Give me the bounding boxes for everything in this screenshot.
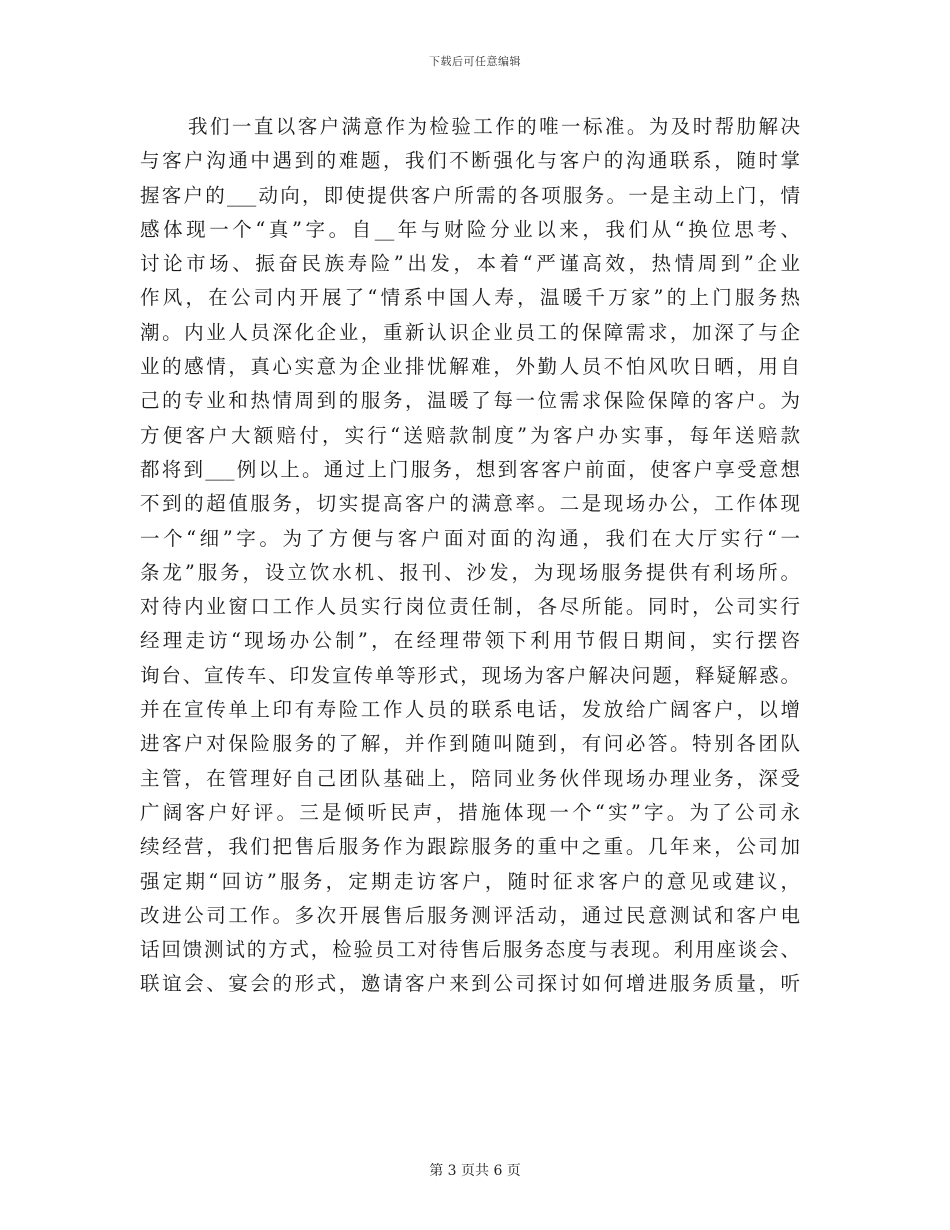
paragraph-line: 己的专业和热情周到的服务，温暖了每一位需求保险保障的客户。为 [140, 389, 800, 413]
paragraph-line: 并在宣传单上印有寿险工作人员的联系电话，发放给广阔客户，以增 [140, 698, 800, 722]
paragraph-line: 进客户对保险服务的了解，并作到随叫随到，有问必答。特别各团队 [140, 732, 800, 756]
paragraph-line: 广阔客户好评。三是倾听民声，措施体现一个“实”字。为了公司永 [140, 800, 800, 824]
paragraph-line: 续经营，我们把售后服务作为跟踪服务的重中之重。几年来，公司加 [140, 835, 800, 859]
paragraph-line: 联谊会、宴会的形式，邀请客户来到公司探讨如何增进服务质量，听 [140, 972, 800, 996]
page-number: 第 3 页共 6 页 [429, 1163, 521, 1179]
paragraph-line: 感体现一个“真”字。自__年与财险分业以来，我们从“换位思考、 [140, 217, 800, 241]
paragraph-line: 主管，在管理好自己团队基础上，陪同业务伙伴现场办理业务，深受 [140, 766, 800, 790]
paragraph-line: 强定期“回访”服务，定期走访客户，随时征求客户的意见或建议， [140, 869, 800, 893]
paragraph-line: 作风，在公司内开展了“情系中国人寿，温暖千万家”的上门服务热 [140, 286, 800, 310]
paragraph-line: 一个“细”字。为了方便与客户面对面的沟通，我们在大厅实行“一 [140, 526, 800, 550]
paragraph-line: 业的感情，真心实意为企业排忧解难，外勤人员不怕风吹日晒，用自 [140, 355, 800, 379]
page-header: 下载后可任意编辑 [429, 55, 521, 68]
document-body [140, 110, 800, 1002]
paragraph-line: 与客户沟通中遇到的难题，我们不断强化与客户的沟通联系，随时掌 [140, 149, 800, 173]
paragraph-line: 经理走访“现场办公制”，在经理带领下利用节假日期间，实行摆咨 [140, 629, 800, 653]
paragraph-line: 话回馈测试的方式，检验员工对待售后服务态度与表现。利用座谈会、 [140, 938, 800, 962]
paragraph-line: 握客户的___动向，即使提供客户所需的各项服务。一是主动上门，情 [140, 183, 800, 207]
paragraph-line: 对待内业窗口工作人员实行岗位责任制，各尽所能。同时，公司实行 [140, 595, 800, 619]
paragraph-line: 潮。内业人员深化企业，重新认识企业员工的保障需求，加深了与企 [140, 320, 800, 344]
paragraph-line: 改进公司工作。多次开展售后服务测评活动，通过民意测试和客户电 [140, 903, 800, 927]
paragraph-line: 条龙”服务，设立饮水机、报刊、沙发，为现场服务提供有利场所。 [140, 560, 800, 584]
paragraph-line: 讨论市场、振奋民族寿险”出发，本着“严谨高效，热情周到”企业 [140, 252, 800, 276]
paragraph-line: 询台、宣传车、印发宣传单等形式，现场为客户解决问题，释疑解惑。 [140, 663, 800, 687]
paragraph-line: 都将到___例以上。通过上门服务，想到客客户前面，使客户享受意想 [140, 457, 800, 481]
paragraph-line: 不到的超值服务，切实提高客户的满意率。二是现场办公，工作体现 [140, 492, 800, 516]
paragraph-line: 方便客户大额赔付，实行“送赔款制度”为客户办实事，每年送赔款 [140, 423, 800, 447]
paragraph-line: 我们一直以客户满意作为检验工作的唯一标准。为及时帮肋解决 [188, 115, 800, 138]
